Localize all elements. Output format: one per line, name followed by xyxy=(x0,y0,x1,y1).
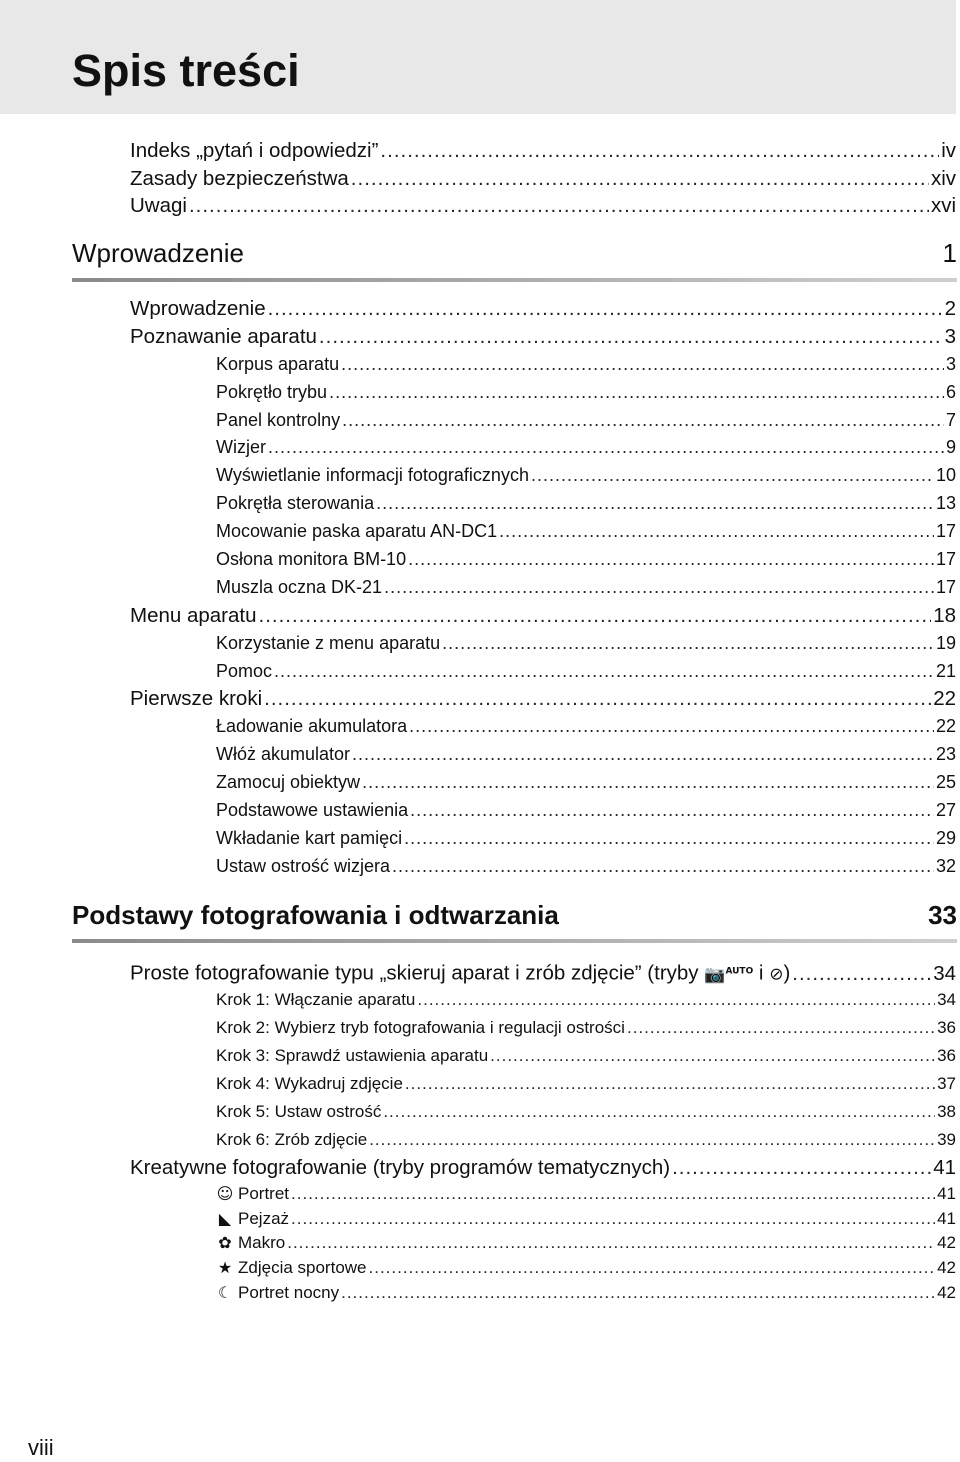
leader-dots xyxy=(672,1154,931,1182)
chapter-2-list xyxy=(0,958,960,1306)
toc-page: 2 xyxy=(944,297,956,320)
leader-dots xyxy=(329,379,944,407)
leader-dots xyxy=(268,434,944,462)
leader-dots xyxy=(442,630,934,658)
toc-label: Menu aparatu xyxy=(130,603,257,627)
leader-dots xyxy=(264,685,931,713)
toc-label: Włóż akumulator xyxy=(216,744,351,765)
toc-page: 41 xyxy=(933,1155,956,1179)
toc-subentry[interactable] xyxy=(0,986,960,1014)
toc-page: 3 xyxy=(945,353,956,374)
toc-subentry[interactable] xyxy=(0,1042,960,1070)
leader-dots xyxy=(291,1182,935,1207)
toc-page: 21 xyxy=(935,660,956,681)
leader-dots xyxy=(341,1281,935,1306)
toc-page: 36 xyxy=(937,1017,956,1037)
leader-dots xyxy=(405,1070,935,1098)
toc-label-mid: i xyxy=(753,961,770,985)
toc-subentry[interactable] xyxy=(0,769,960,797)
chapter-page: 33 xyxy=(928,900,957,930)
leader-dots xyxy=(369,1256,936,1281)
toc-page: 3 xyxy=(944,324,956,348)
toc-page: xvi xyxy=(930,194,956,217)
leader-dots xyxy=(499,518,934,546)
toc-page: 42 xyxy=(937,1233,956,1253)
leader-dots xyxy=(351,165,929,193)
toc-label: Krok 4: Wykadruj zdjęcie xyxy=(216,1073,403,1093)
toc-label: Zasady bezpieczeństwa xyxy=(130,166,349,190)
leader-dots xyxy=(383,1098,935,1126)
toc-page: 23 xyxy=(935,744,956,765)
toc-label: Indeks „pytań i odpowiedzi” xyxy=(130,139,379,162)
toc-entry[interactable] xyxy=(0,958,960,986)
toc-page: 42 xyxy=(937,1282,956,1302)
toc-subentry[interactable] xyxy=(0,825,960,853)
toc-subentry[interactable] xyxy=(0,546,960,574)
toc-label: Korzystanie z menu aparatu xyxy=(216,632,441,653)
toc-label: Krok 1: Włączanie aparatu xyxy=(216,989,416,1009)
toc-subentry[interactable] xyxy=(0,1207,960,1232)
leader-dots xyxy=(417,986,935,1014)
toc-entry[interactable] xyxy=(0,323,960,351)
toc-subentry[interactable] xyxy=(0,1014,960,1042)
chapter-title: Podstawy fotografowania i odtwarzania xyxy=(72,900,559,930)
leader-dots xyxy=(342,407,944,435)
auto-mode-icon-label: AUTO xyxy=(725,966,754,976)
toc-subentry[interactable] xyxy=(0,351,960,379)
toc-page: 27 xyxy=(935,800,956,821)
leader-dots xyxy=(408,546,934,574)
toc-page: 6 xyxy=(945,381,956,402)
toc-label: Pokrętła sterowania xyxy=(216,493,375,514)
toc-page: 22 xyxy=(935,716,956,737)
chapter-heading-wprowadzenie[interactable] xyxy=(72,236,957,270)
toc-page: 37 xyxy=(937,1073,956,1093)
toc-label: Pokrętło trybu xyxy=(216,381,328,402)
toc-entry[interactable] xyxy=(0,602,960,630)
auto-mode-icon: 📷$^{AUTO}$ xyxy=(704,964,754,985)
leader-dots xyxy=(392,853,934,881)
toc-page: 17 xyxy=(935,549,956,570)
toc-label-text: Portret nocny xyxy=(238,1282,340,1302)
chapter-1-list xyxy=(0,295,960,881)
toc-page: 41 xyxy=(937,1183,956,1203)
toc-subentry[interactable] xyxy=(0,713,960,741)
toc-subentry[interactable] xyxy=(0,630,960,658)
toc-page: 34 xyxy=(933,961,956,985)
toc-label xyxy=(216,1182,289,1207)
toc-subentry[interactable] xyxy=(0,518,960,546)
leader-dots xyxy=(409,713,934,741)
toc-subentry[interactable] xyxy=(0,407,960,435)
toc-label xyxy=(216,1207,289,1232)
toc-page: 41 xyxy=(937,1208,956,1228)
toc-label: Panel kontrolny xyxy=(216,409,341,430)
leader-dots xyxy=(319,323,943,351)
toc-subentry[interactable] xyxy=(0,797,960,825)
leader-dots xyxy=(531,462,934,490)
toc-subentry[interactable] xyxy=(0,1231,960,1256)
toc-label xyxy=(216,1231,285,1256)
toc-label xyxy=(216,1256,367,1281)
toc-subentry[interactable] xyxy=(0,1256,960,1281)
toc-label-text: Zdjęcia sportowe xyxy=(238,1258,367,1278)
leader-dots xyxy=(352,741,934,769)
toc-subentry[interactable] xyxy=(0,462,960,490)
toc-label xyxy=(216,1281,339,1306)
leader-dots xyxy=(274,658,934,686)
leader-dots xyxy=(404,825,934,853)
toc-page: 42 xyxy=(937,1258,956,1278)
flash-off-mode-icon: ⊘ xyxy=(769,964,784,985)
toc-subentry[interactable] xyxy=(0,490,960,518)
toc-subentry[interactable] xyxy=(0,434,960,462)
toc-page: 25 xyxy=(935,772,956,793)
toc-label: Wyświetlanie informacji fotograficznych xyxy=(216,465,529,486)
leader-dots xyxy=(362,769,934,797)
toc-subentry[interactable] xyxy=(0,1126,960,1154)
leader-dots xyxy=(259,602,932,630)
leader-dots xyxy=(291,1207,935,1232)
chapter-heading-podstawy[interactable] xyxy=(72,898,957,932)
toc-page: 18 xyxy=(933,603,956,627)
toc-label: Kreatywne fotografowanie (tryby programów tematycznych) xyxy=(130,1155,671,1179)
toc-page: 34 xyxy=(937,989,956,1009)
chapter-title: Wprowadzenie xyxy=(72,238,244,268)
toc-subentry[interactable] xyxy=(0,1098,960,1126)
toc-subentry[interactable] xyxy=(0,1182,960,1207)
leader-dots xyxy=(627,1014,935,1042)
toc-label: Podstawowe ustawienia xyxy=(216,800,409,821)
toc-page: 38 xyxy=(937,1101,956,1121)
landscape-mode-icon: ◣ xyxy=(218,1208,232,1228)
toc-label: Mocowanie paska aparatu AN-DC1 xyxy=(216,521,498,542)
toc-page: 17 xyxy=(935,576,956,597)
chapter-rule xyxy=(72,939,957,943)
toc-page: 22 xyxy=(933,687,956,711)
toc-label: Muszla oczna DK-21 xyxy=(216,576,383,597)
toc-subentry[interactable] xyxy=(0,379,960,407)
leader-dots xyxy=(341,351,944,379)
front-matter-list xyxy=(0,137,960,220)
toc-label: Pierwsze kroki xyxy=(130,687,263,711)
toc-page: 32 xyxy=(935,855,956,876)
leader-dots xyxy=(490,1042,935,1070)
toc-label-text: Pejzaż xyxy=(238,1208,290,1228)
toc-label: Krok 5: Ustaw ostrość xyxy=(216,1101,382,1121)
leader-dots xyxy=(384,574,934,602)
toc-entry-indeks[interactable] xyxy=(0,137,960,165)
page-number: viii xyxy=(28,1435,54,1460)
toc-entry[interactable] xyxy=(0,1154,960,1182)
toc-page: 10 xyxy=(935,465,956,486)
chapter-rule xyxy=(72,278,957,282)
leader-dots xyxy=(380,137,939,165)
portrait-mode-icon: ☺ xyxy=(216,1183,234,1203)
toc-label: Ładowanie akumulatora xyxy=(216,716,408,737)
toc-label: Wprowadzenie xyxy=(130,297,266,320)
toc-subentry[interactable] xyxy=(0,658,960,686)
leader-dots xyxy=(792,960,931,988)
toc-page: 36 xyxy=(937,1045,956,1065)
toc-entry-zasady[interactable] xyxy=(0,165,960,193)
toc-page: 19 xyxy=(935,632,956,653)
toc-entry[interactable] xyxy=(0,295,960,323)
chapter-page: 1 xyxy=(942,238,957,268)
toc-page: 29 xyxy=(935,827,956,848)
toc-page: 13 xyxy=(935,493,956,514)
toc-label: Uwagi xyxy=(130,194,187,217)
toc-label: Pomoc xyxy=(216,660,273,681)
leader-dots xyxy=(369,1126,935,1154)
toc-subentry[interactable] xyxy=(0,1070,960,1098)
toc-subentry[interactable] xyxy=(0,853,960,881)
toc-label: Wizjer xyxy=(216,437,266,458)
toc-page: iv xyxy=(941,139,956,162)
toc-label: Krok 6: Zrób zdjęcie xyxy=(216,1129,368,1149)
toc-page: 39 xyxy=(937,1129,956,1149)
leader-dots xyxy=(287,1231,935,1256)
toc-label: Osłona monitora BM-10 xyxy=(216,549,407,570)
toc-label: Zamocuj obiektyw xyxy=(216,772,361,793)
toc-label-text: Makro xyxy=(238,1233,286,1253)
toc-label: Wkładanie kart pamięci xyxy=(216,827,403,848)
toc-subentry[interactable] xyxy=(0,741,960,769)
toc-entry[interactable] xyxy=(0,685,960,713)
toc-subentry[interactable] xyxy=(0,1281,960,1306)
toc-page: 9 xyxy=(945,437,956,458)
night-portrait-mode-icon: ☾ xyxy=(217,1282,233,1302)
leader-dots xyxy=(268,295,943,323)
toc-label-prefix: Proste fotografowanie typu „skieruj aparat i zrób zdjęcie” (tryby xyxy=(130,961,705,985)
page-title: Spis treści xyxy=(72,45,300,96)
macro-mode-icon: ✿ xyxy=(218,1233,232,1253)
toc-page: xiv xyxy=(930,166,956,190)
leader-dots xyxy=(410,797,934,825)
toc-entry-uwagi[interactable] xyxy=(0,192,960,220)
leader-dots xyxy=(189,192,929,220)
toc-page: 7 xyxy=(945,409,956,430)
leader-dots xyxy=(376,490,934,518)
toc-label: Krok 2: Wybierz tryb fotografowania i regulacji ostrości xyxy=(216,1017,625,1037)
toc-label xyxy=(130,958,790,990)
toc-label-text: Portret xyxy=(238,1183,290,1203)
toc-label: Korpus aparatu xyxy=(216,353,340,374)
toc-page: 17 xyxy=(935,521,956,542)
toc-label: Poznawanie aparatu xyxy=(130,324,317,348)
toc-label: Ustaw ostrość wizjera xyxy=(216,855,391,876)
toc-label: Krok 3: Sprawdź ustawienia aparatu xyxy=(216,1045,489,1065)
toc-subentry[interactable] xyxy=(0,574,960,602)
sports-mode-icon: ★ xyxy=(217,1258,233,1278)
toc-label-suffix: ) xyxy=(783,961,791,985)
